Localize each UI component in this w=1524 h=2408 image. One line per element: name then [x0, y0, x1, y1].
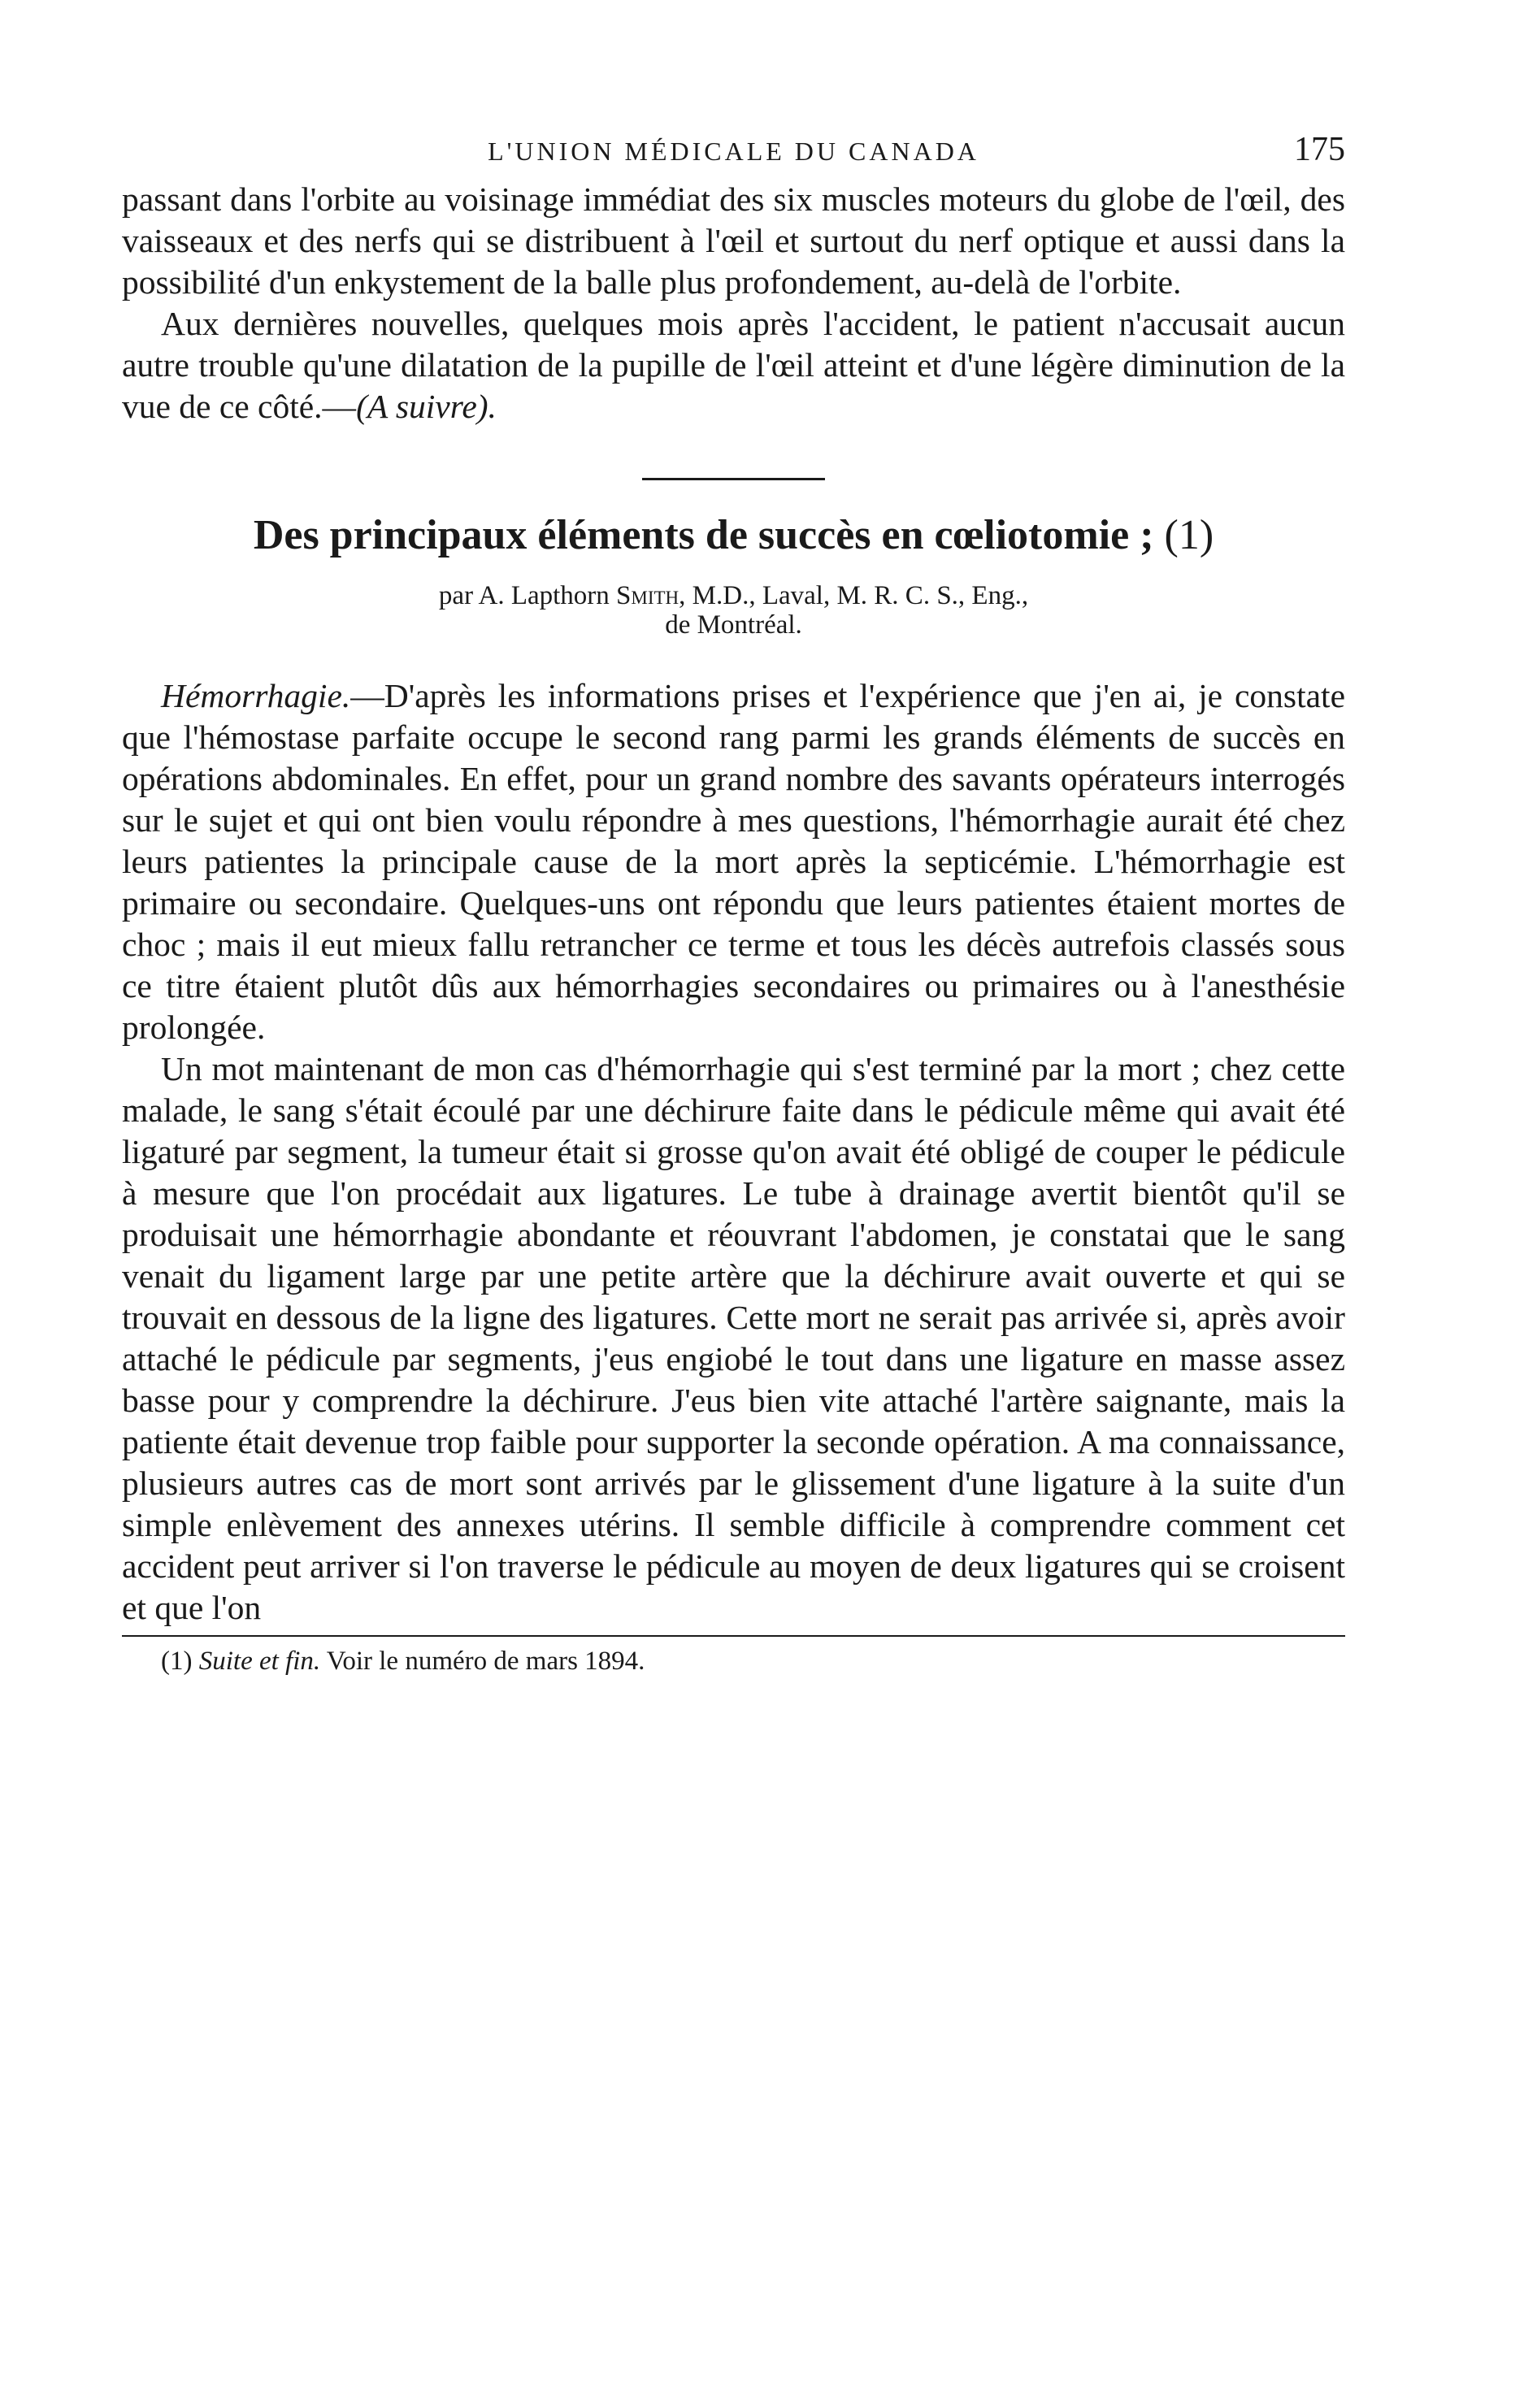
article-paragraph-1 — [122, 675, 1345, 1048]
journal-page — [122, 122, 1345, 1677]
author-city: de Montréal. — [665, 610, 802, 640]
running-header — [122, 122, 1345, 179]
running-title: L'UNION MÉDICALE DU CANADA — [488, 137, 979, 166]
footnote-marker: (1) — [161, 1647, 193, 1676]
article-paragraph-2: Un mot maintenant de mon cas d'hémorrhagie qui s'est terminé par la mort ; chez cette malade, le sang s'était écoulé par une déchirure faite dans le pédicule même qui avait été ligaturé par segment, la tumeur était si grosse qu'on avait été obligé de couper le pédicule à mesure que l'on procédait aux ligatures. Le tube à drainage avertit bientôt qu'il se produisait une hémorrhagie abondante et réouvrant l'abdomen, je constatai que le sang venait du ligament large par une petite artère que la déchirure avait ouverte et qui se trouvait en dessous de la ligne des ligatures. Cette mort ne serait pas arrivée si, après avoir attaché le pédicule par segments, j'eus engiobé le tout dans une ligature en masse assez basse pour y comprendre la déchirure. J'eus bien vite attaché l'artère saignante, mais la patiente était devenue trop faible pour supporter la seconde opération. A ma connaissance, plusieurs autres cas de mort sont arrivés par le glissement d'une ligature à la suite d'un simple enlèvement des annexes utérins. Il semble difficile à comprendre comment cet accident peut arriver si l'on traverse le pédicule au moyen de deux ligatures qui se croisent et que l'on — [122, 1050, 1345, 1626]
page-number: 175 — [1294, 131, 1345, 168]
footnote — [161, 1645, 1345, 1677]
section-lead-hemorrhagie: Hémorrhagie. — [161, 677, 351, 714]
continued-paragraph-1: passant dans l'orbite au voisinage immédiat des six muscles moteurs du globe de l'œil, des vaisseaux et des nerfs qui se distribuent à l'œil et surtout du nerf optique et aussi dans la possibilité d'un enkystement de la balle plus profondement, au-delà de l'orbite. — [122, 180, 1345, 301]
continued-paragraph-2 — [122, 303, 1345, 427]
article-title — [122, 510, 1345, 562]
author-credentials: , M.D., Laval, M. R. C. S., Eng., — [679, 581, 1029, 610]
byline-line-1 — [122, 581, 1345, 610]
footnote-rule — [122, 1635, 1345, 1637]
article-title-footnote-ref: (1) — [1164, 512, 1214, 558]
article-title-text: Des principaux éléments de succès en cœliotomie ; — [253, 512, 1154, 558]
footnote-text: Voir le numéro de mars 1894. — [326, 1647, 645, 1676]
article-paragraph-1-text: —D'après les informations prises et l'expérience que j'en ai, je constate que l'hémostase parfaite occupe le second rang parmi les grands éléments de succès en opérations abdominales. En effet, pour un grand nombre des savants opérateurs interrogés sur le sujet et qui ont bien voulu répondre à mes questions, l'hémorrhagie aurait été chez leurs patientes la principale cause de la mort après la septicémie. L'hémorrhagie est primaire ou secondaire. Quelques-uns ont répondu que leurs patientes étaient mortes de choc ; mais il eut mieux fallu retrancher ce terme et tous les décès autrefois classés sous ce titre étaient plutôt dûs aux hémorrhagies secondaires ou primaires ou à l'anesthésie prolongée. — [122, 677, 1345, 1046]
section-divider — [642, 478, 825, 480]
continued-paragraph-2-text: Aux dernières nouvelles, quelques mois après l'accident, le patient n'accusait aucun autre trouble qu'une dilatation de la pupille de l'œil atteint et d'une légère diminution de la vue de ce côté.— — [122, 305, 1345, 425]
footnote-italic: Suite et fin. — [198, 1647, 321, 1676]
author-surname: Smith — [616, 581, 680, 610]
byline — [122, 581, 1345, 640]
byline-par: par A. Lapthorn — [438, 581, 610, 610]
to-be-continued-note: (A suivre). — [356, 388, 497, 425]
